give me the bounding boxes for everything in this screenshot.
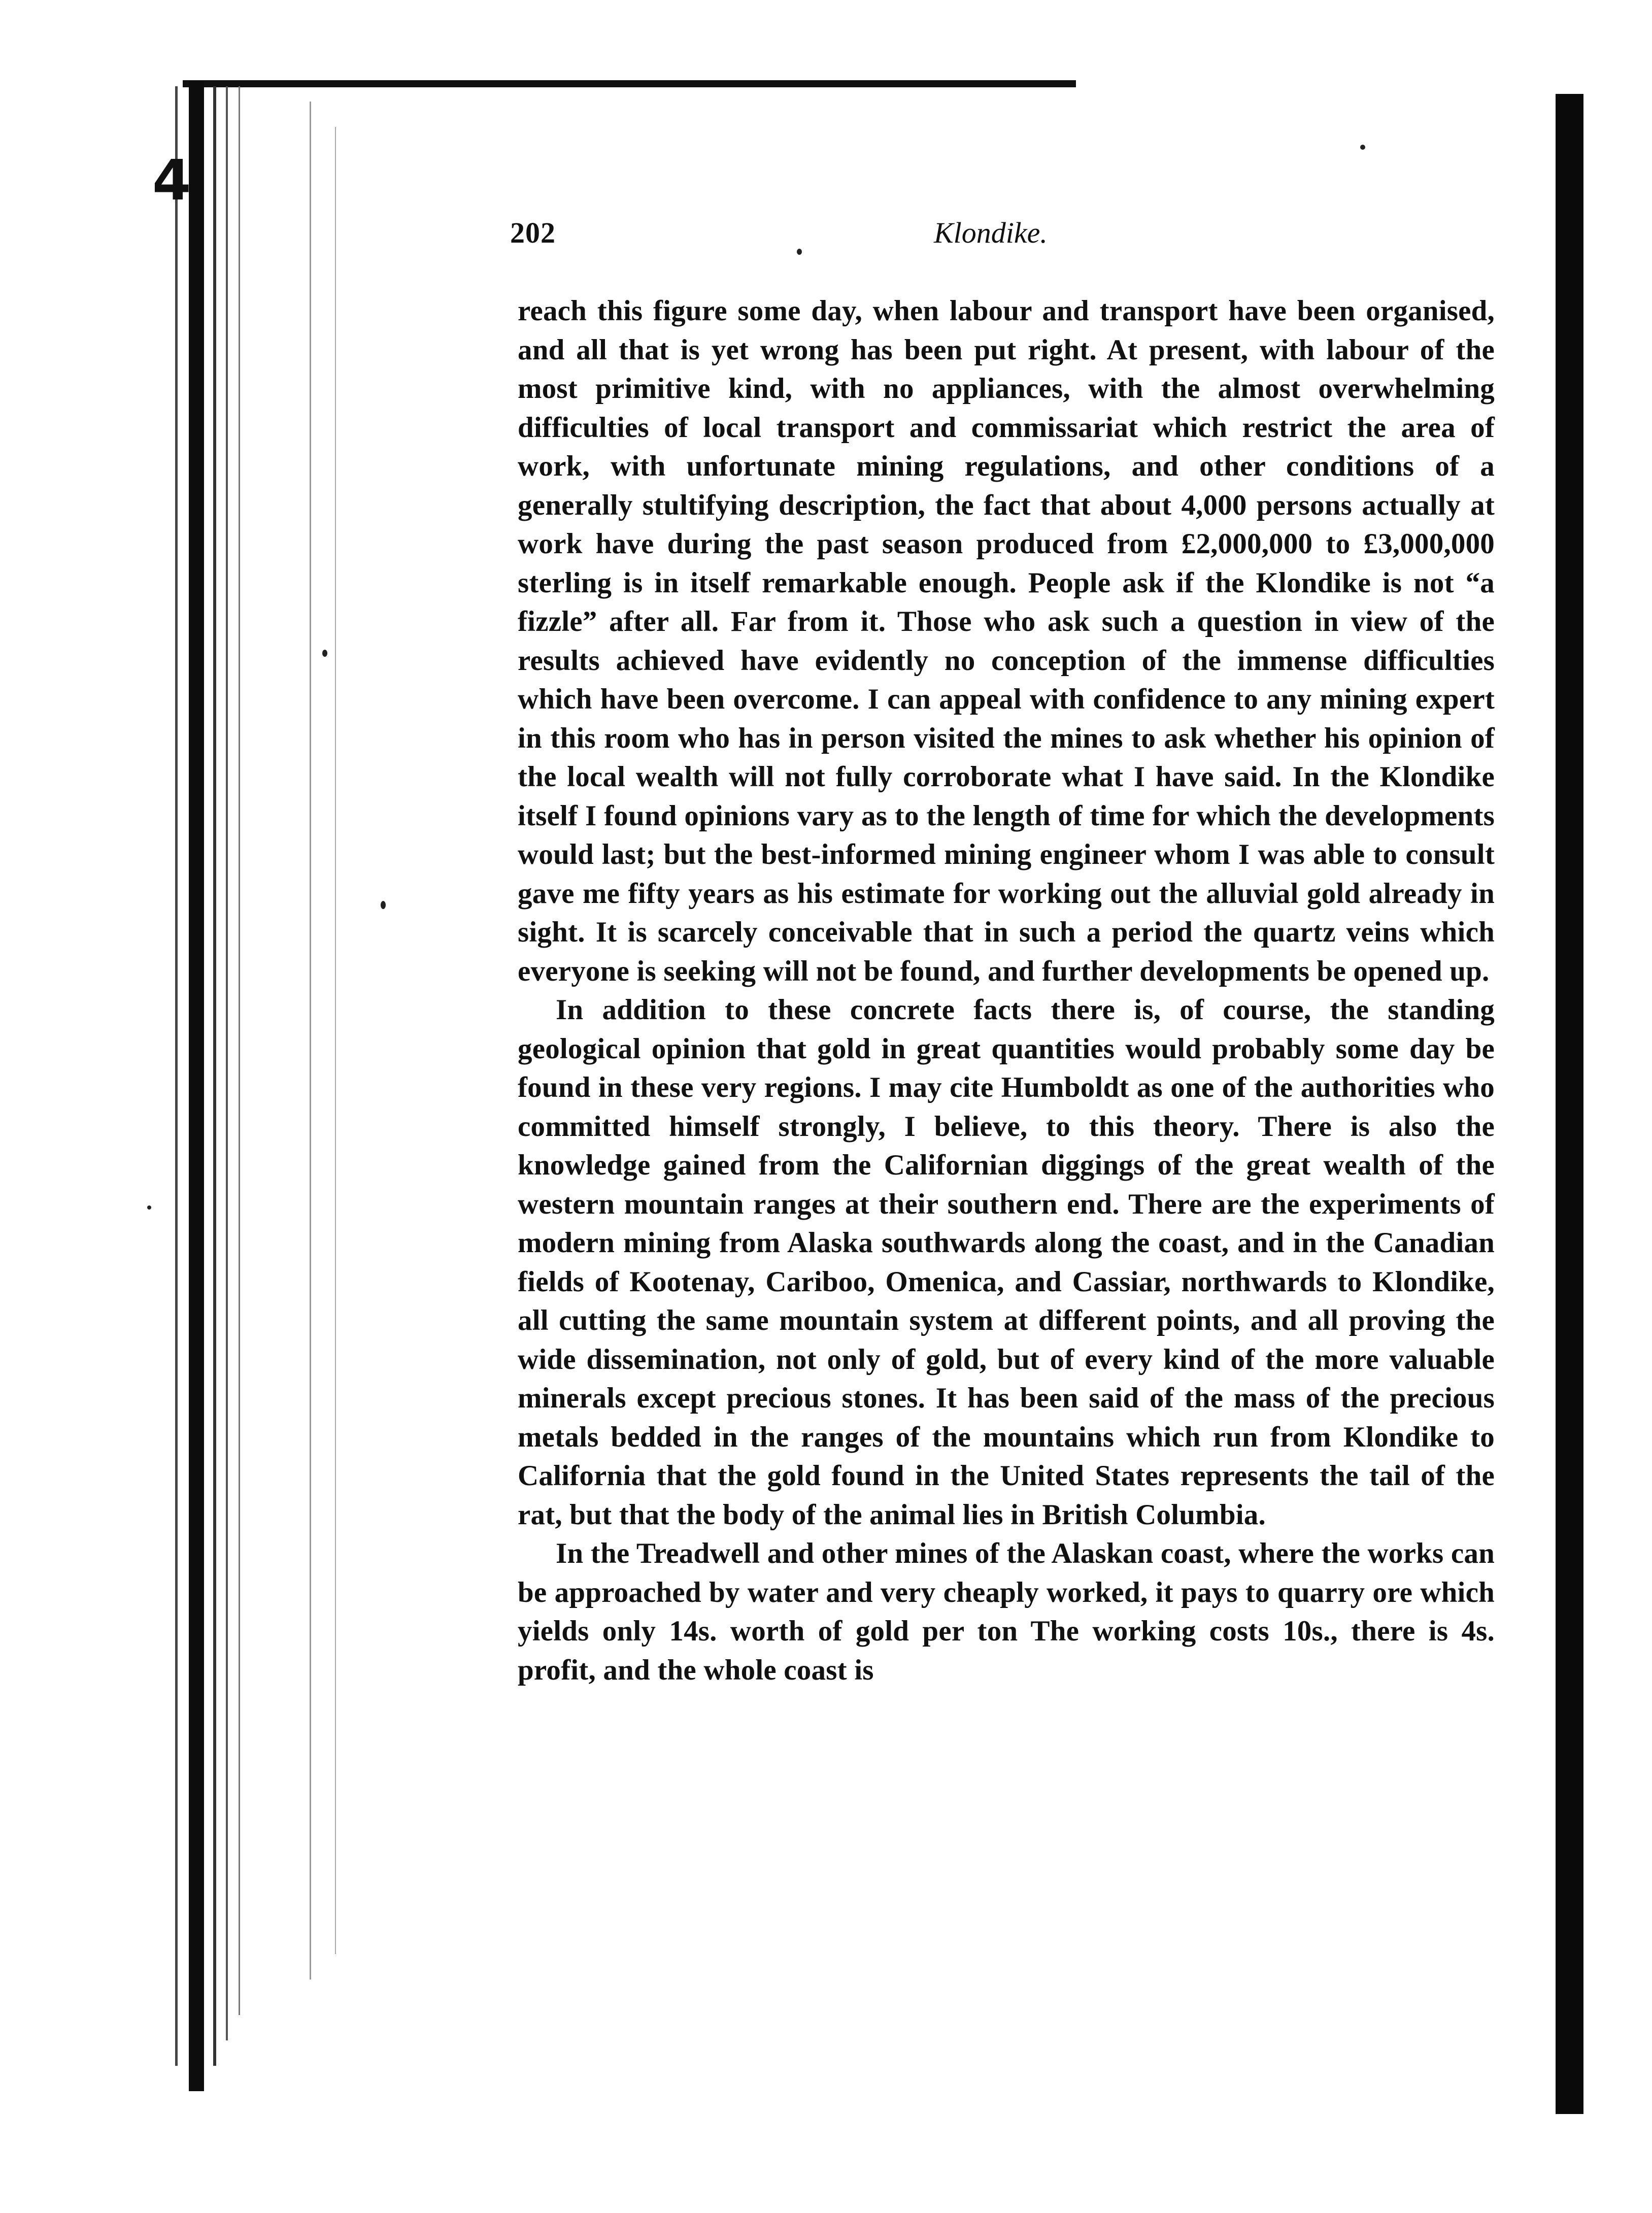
scan-speck <box>322 650 327 657</box>
paragraph: In addition to these concrete facts there is, of course, the standing geological opinion that gold in great quantities would probably some day be found in these very regions. I may cite Humboldt as one of the authorities who committed himself strongly, I believe, to this theory. There is also the knowledge gained from the Californian diggings of the great wealth of the western mountain ranges at their southern end. There are the experiments of modern mining from Alaska southwards along the coast, and in the Canadian fields of Kootenay, Cariboo, Omenica, and Cassiar, northwards to Klondike, all cutting the same mountain system at different points, and all proving the wide dissemination, not only of gold, but of every kind of the more valuable minerals except precious stones. It has been said of the mass of the precious metals bedded in the ranges of the mountains which run from Klondike to California that the gold found in the United States represents the tail of the rat, but that the body of the animal lies in British Columbia. <box>518 994 1495 1531</box>
running-head <box>510 216 1487 251</box>
binding-edge-line <box>175 86 178 2066</box>
binding-edge-line <box>335 127 336 1954</box>
right-page-edge <box>1556 94 1583 2114</box>
binding-edge <box>189 81 204 2091</box>
paragraph: reach this figure some day, when labour and transport have been organised, and all that is yet wrong has been put right. At present, with labour of the most primitive kind, with no appliances, with the almost overwhelming difficulties of local transport and commissariat which restrict the area of work, with unfortunate mining regulations, and other conditions of a generally stultifying description, the fact that about 4,000 persons actually at work have during the past season produced from £2,000,000 to £3,000,000 sterling is in itself remarkable enough. People ask if the Klondike is not “a fizzle” after all. Far from it. Those who ask such a question in view of the results achieved have evidently no conception of the immense difficulties which have been overcome. I can appeal with confidence to any mining expert in this room who has in person visited the mines to ask whether his opinion of the local wealth will not fully corroborate what I have said. In the Klondike itself I found opinions vary as to the length of time for which the developments would last; but the best-informed mining engineer whom I was able to consult gave me fifty years as his estimate for working out the alluvial gold already in sight. It is scarcely conceivable that in such a period the quartz veins which everyone is seeking will not be found, and further developments be opened up. <box>518 295 1495 987</box>
paragraph: In the Treadwell and other mines of the Alaskan coast, where the works can be approached by water and very cheaply worked, it pays to quarry ore which yields only 14s. worth of gold per ton The working costs 10s., there is 4s. profit, and the whole coast is <box>518 1537 1495 1686</box>
running-title: Klondike. <box>934 216 1048 249</box>
page-number: 202 <box>510 216 556 249</box>
top-border-rule <box>183 80 1076 87</box>
binding-edge-line <box>213 86 216 2066</box>
body-text <box>518 292 1495 1690</box>
scan-speck <box>381 901 386 909</box>
scan-speck <box>1360 145 1365 150</box>
margin-mark: 4 <box>152 148 191 213</box>
binding-edge-line <box>239 86 240 2015</box>
binding-edge-line <box>310 102 311 1980</box>
binding-edge-line <box>226 86 228 2040</box>
scan-speck <box>147 1205 151 1210</box>
